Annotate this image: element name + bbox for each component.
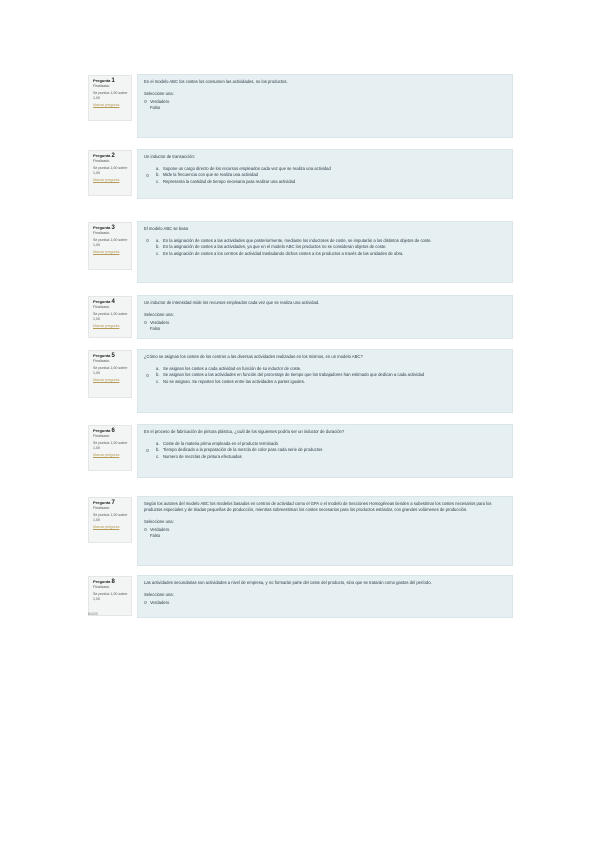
question-number: Pregunta 6 <box>93 428 115 434</box>
question-status: Finalizado <box>93 305 110 309</box>
question-status: Finalizado <box>93 585 110 589</box>
question-number: Pregunta 4 <box>93 299 115 305</box>
option-c[interactable]: c. En la asignación de costes a los centros de actividad trasladando dichos costes a los productos a través de las unidades de obra. <box>156 250 404 256</box>
question-text: En el modelo ABC los costes los consumen las actividades, no los productos. <box>144 79 288 84</box>
question-info <box>88 350 132 398</box>
question-number: Pregunta 5 <box>93 353 115 359</box>
question-content <box>137 295 513 339</box>
radio-button[interactable] <box>144 100 147 103</box>
question-marks: Se puntúa 1,00 sobre 1,00 <box>93 441 128 450</box>
radio-button[interactable] <box>146 174 149 177</box>
flag-question-link[interactable]: Marcar pregunta <box>93 378 120 382</box>
question-info <box>88 425 132 471</box>
question-text: Las actividades secundarias son actividades a nivel de empresa, y no formarán parte del coste del producto, sino que se tratarán como gastos del período. <box>144 580 432 585</box>
option-false[interactable]: Falso <box>150 326 161 332</box>
question-status: Finalizado <box>93 434 110 438</box>
option-c[interactable]: c. No se asignan. Se reparten los costes entre las actividades a partes iguales. <box>156 378 305 384</box>
question-marks: Se puntúa 1,00 sobre 1,00 <box>93 91 128 100</box>
question-content <box>137 149 513 199</box>
question-number: Pregunta 7 <box>93 500 115 506</box>
question-marks: Se puntúa 1,00 sobre 1,00 <box>93 238 128 247</box>
question-info <box>88 296 132 338</box>
radio-button[interactable] <box>146 449 149 452</box>
question-number: Pregunta 3 <box>93 225 115 231</box>
option-true[interactable]: Verdadero <box>144 320 506 326</box>
option-a[interactable]: a. Coste de la materia prima empleada en el producto terminado <box>156 441 278 446</box>
question-marks: Se puntúa 1,00 sobre 1,00 <box>93 592 128 601</box>
option-a[interactable]: a. Supone un cargo directo de los recursos empleados cada vez que se realiza una actividad <box>156 166 331 171</box>
question-text: Según los autores del modelo ABC los modelos basados en centros de actividad como el GPA o el modelo de Secciones Homogéneas tienden a subestimar los costes necesarios para los productos especiales y de tiradas pequeñas de producción, mientras sobreestiman los costes necesarios para los productos estándar, con grandes volúmenes de producción. <box>144 501 492 512</box>
question-text: El modelo ABC se basa <box>144 226 188 231</box>
question-marks: Se puntúa 1,00 sobre 1,00 <box>93 513 128 522</box>
select-prompt: Seleccione una: <box>144 91 174 96</box>
option-c[interactable]: c. Numero de mezclas de pintura efectuadas <box>156 453 242 459</box>
option-a[interactable]: a. En la asignación de costes a las actividades que posteriormente, mediante los inductores de coste, se imputarán a los distintos objetos de coste. <box>144 238 506 244</box>
question-text: En el proceso de fabricación de pintura plástica, ¿cuál de los siguientes podría ser un inductor de duración? <box>144 429 345 434</box>
option-true[interactable]: Verdadero <box>144 99 506 105</box>
question-text: Un inductor de intensidad mide los recursos empleados cada vez que se realiza una actividad. <box>144 300 320 305</box>
select-prompt: Seleccione una: <box>144 519 174 524</box>
question-status: Finalizado <box>93 506 110 510</box>
question-marks: Se puntúa 1,00 sobre 1,00 <box>93 366 128 375</box>
question-info <box>88 75 132 121</box>
option-a[interactable]: a. Se asignan los costes a cada actividad en función de su inductor de coste. <box>156 366 302 371</box>
question-status: Finalizado <box>93 159 110 163</box>
flag-question-link[interactable]: Marcar pregunta <box>93 324 120 328</box>
flag-question-link[interactable]: Marcar pregunta <box>93 525 120 529</box>
question-number: Pregunta 8 <box>93 579 115 585</box>
flag-question-link[interactable]: Marcar pregunta <box>93 250 120 254</box>
radio-button[interactable] <box>146 239 149 242</box>
option-b[interactable]: b. En la asignación de costes a las actividades, ya que en el modelo ABC los productos no se consideran objetos de coste. <box>156 244 387 250</box>
question-info <box>88 222 132 270</box>
flag-question-link[interactable]: Marcar pregunta <box>93 178 120 182</box>
option-false[interactable]: Falso <box>150 105 161 111</box>
question-marks: Se puntúa 1,00 sobre 1,00 <box>93 166 128 175</box>
question-content <box>137 575 513 618</box>
question-number: Pregunta 2 <box>93 153 115 159</box>
question-status: Finalizado <box>93 84 110 88</box>
question-status: Finalizado <box>93 231 110 235</box>
question-text: ¿Cómo se asignan los costes de los centros a las diversas actividades realizadas en los mismos, en un modelo ABC? <box>144 354 363 359</box>
option-b[interactable]: b. Se asignan los costes a las actividades en función del porcentaje de tiempo que los trabajadores han estimado que dedican a cada actividad <box>144 372 506 378</box>
option-c[interactable]: c. Representa la cantidad de tiempo necesaria para realizar una actividad <box>156 178 296 184</box>
question-status: Finalizado <box>93 359 110 363</box>
question-content <box>137 74 513 138</box>
question-marks: Se puntúa 1,00 sobre 1,00 <box>93 312 128 321</box>
flag-question-link[interactable]: Marcar pregunta <box>93 103 120 107</box>
question-info <box>88 576 132 616</box>
question-content <box>137 496 513 566</box>
select-prompt: Seleccione una: <box>144 312 174 317</box>
option-true[interactable]: Verdadero <box>144 600 506 606</box>
option-false[interactable]: Falso <box>150 533 161 539</box>
option-b[interactable]: b. Tiempo dedicado a la preparación de la mezcla de color para cada serie de productos <box>144 447 506 453</box>
question-text: Un inductor de transacción: <box>144 154 195 159</box>
page-footnote: 6/4/23 <box>88 612 98 616</box>
question-info <box>88 497 132 543</box>
radio-button[interactable] <box>144 601 147 604</box>
option-true[interactable]: Verdadero <box>144 527 506 533</box>
radio-button[interactable] <box>146 374 149 377</box>
question-content <box>137 221 513 283</box>
flag-question-link[interactable]: Marcar pregunta <box>93 453 120 457</box>
question-number: Pregunta 1 <box>93 78 115 84</box>
radio-button[interactable] <box>144 528 147 531</box>
question-info <box>88 150 132 196</box>
question-content <box>137 424 513 478</box>
option-b[interactable]: b. Mide la frecuencia con que se realiza una actividad <box>144 172 506 178</box>
select-prompt: Seleccione una: <box>144 592 174 597</box>
radio-button[interactable] <box>144 321 147 324</box>
question-content <box>137 349 513 413</box>
